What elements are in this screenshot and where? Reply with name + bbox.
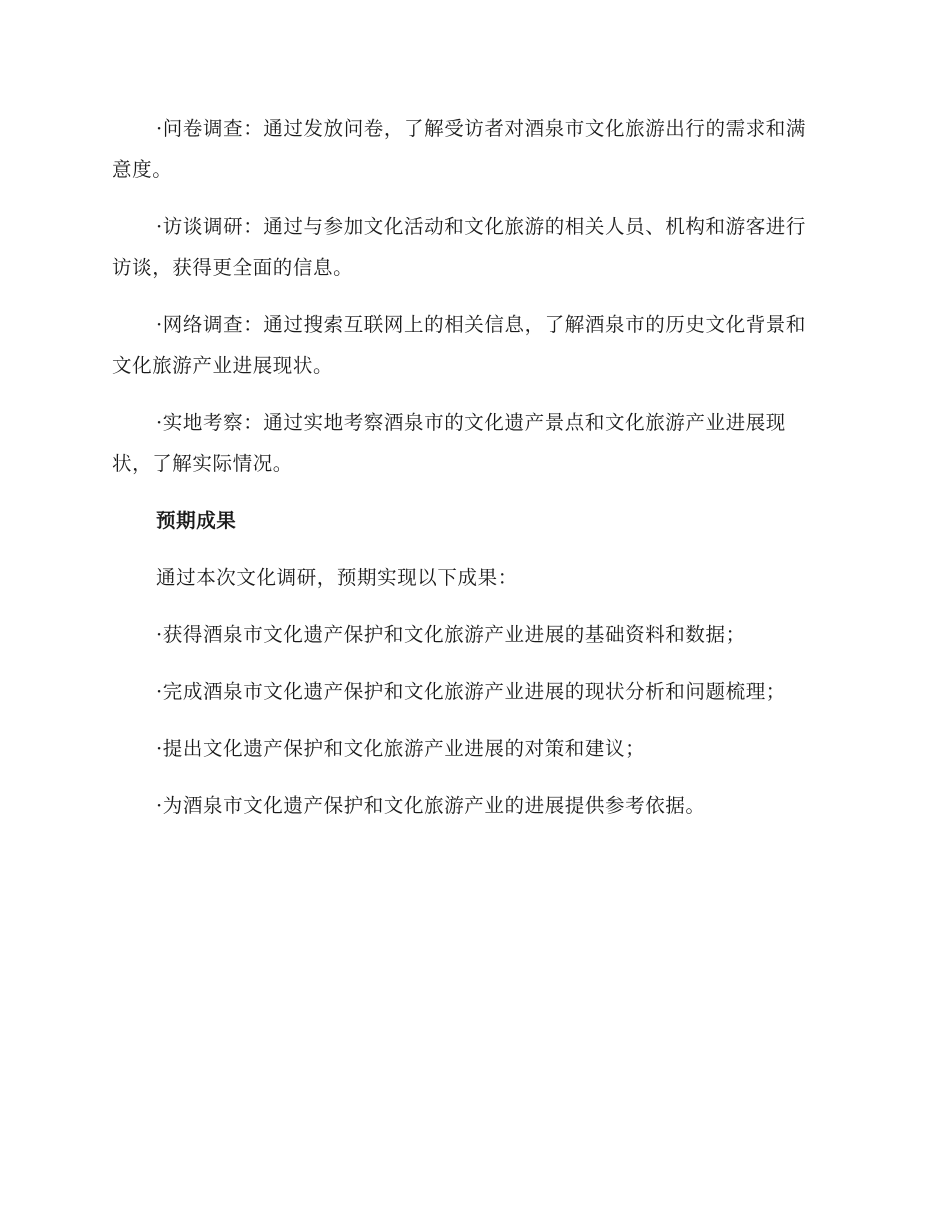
outcome-item: ·获得酒泉市文化遗产保护和文化旅游产业进展的基础资料和数据； <box>156 623 746 646</box>
document-body <box>112 108 822 842</box>
section-heading: 预期成果 <box>156 509 237 532</box>
outcome-item: ·完成酒泉市文化遗产保护和文化旅游产业进展的现状分析和问题梳理； <box>156 680 786 703</box>
outcome-item: ·为酒泉市文化遗产保护和文化旅游产业的进展提供参考依据。 <box>156 794 706 817</box>
method-item-field-visit: ·实地考察：通过实地考察酒泉市的文化遗产景点和文化旅游产业进展现状，了解实际情况。 <box>112 411 786 475</box>
method-item-questionnaire: ·问卷调查：通过发放问卷，了解受访者对酒泉市文化旅游出行的需求和满意度。 <box>112 117 806 181</box>
outcome-item: ·提出文化遗产保护和文化旅游产业进展的对策和建议； <box>156 737 646 760</box>
method-item-interview: ·访谈调研：通过与参加文化活动和文化旅游的相关人员、机构和游客进行访谈，获得更全面的信息。 <box>112 215 806 279</box>
method-item-online-survey: ·网络调查：通过搜索互联网上的相关信息，了解酒泉市的历史文化背景和文化旅游产业进展现状。 <box>112 313 806 377</box>
section-intro: 通过本次文化调研，预期实现以下成果： <box>156 566 518 589</box>
